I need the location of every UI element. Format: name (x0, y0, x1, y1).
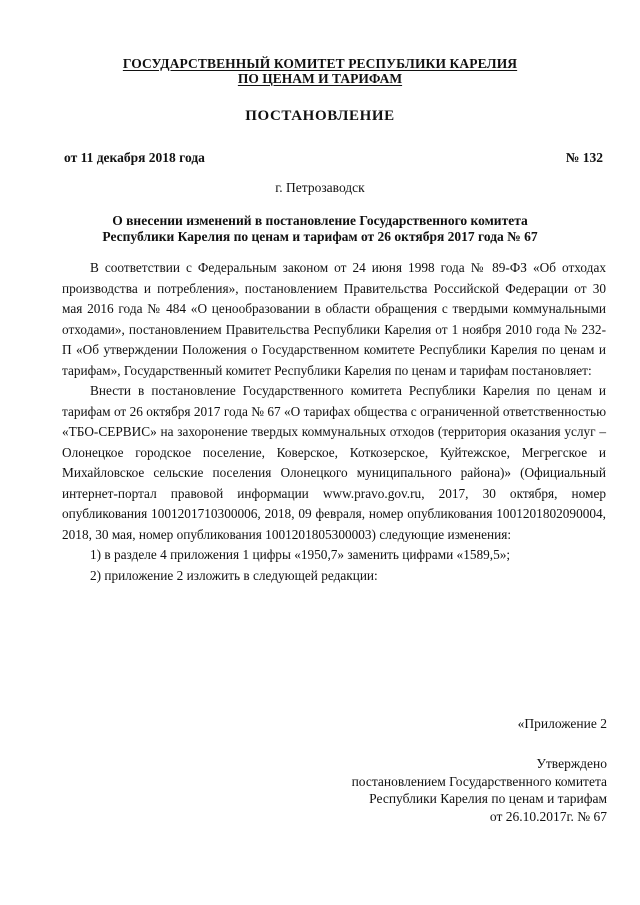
issuer-title: ГОСУДАРСТВЕННЫЙ КОМИТЕТ РЕСПУБЛИКИ КАРЕЛИЯ (122, 56, 518, 71)
issuer-subtitle: ПО ЦЕНАМ И ТАРИФАМ (237, 71, 403, 86)
subject-line-1: О внесении изменений в постановление Государственного комитета (112, 213, 528, 228)
appendix-label: «Приложение 2 (517, 716, 607, 731)
document-body (62, 258, 606, 586)
approval-line-2: Республики Карелия по ценам и тарифам (369, 791, 607, 806)
paragraph-preamble: В соответствии с Федеральным законом от 24 июня 1998 года № 89-ФЗ «Об отходах производства и потребления», постановлением Правительства Российской Федерации от 30 мая 2016 года № 484 «О ценообразовании в области обращения с твердыми коммунальными отходами», постановлением Правительства Республики Карелия от 1 ноября 2010 года № 232-П «Об утверждении Положения о Государственном комитете Республики Карелия по ценам и тарифам», Государственный комитет Республики Карелия по ценам и тарифам постановляет: (62, 260, 606, 378)
document-type: ПОСТАНОВЛЕНИЕ (245, 108, 395, 124)
document-number: № 132 (565, 150, 603, 165)
paragraph-item-1: 1) в разделе 4 приложения 1 цифры «1950,7» заменить цифрами «1589,5»; (90, 547, 511, 562)
approval-heading: Утверждено (536, 756, 607, 771)
approval-line-3: от 26.10.2017г. № 67 (489, 808, 607, 824)
document-city: г. Петрозаводск (275, 180, 365, 195)
subject-line-2: Республики Карелия по ценам и тарифам от 26 октября 2017 года № 67 (102, 229, 538, 244)
paragraph-item-2: 2) приложение 2 изложить в следующей редакции: (90, 567, 378, 583)
document-subject (0, 213, 640, 245)
approval-block (352, 755, 607, 825)
paragraph-amendment: Внести в постановление Государственного комитета Республики Карелия по ценам и тарифам от 26 октября 2017 года № 67 «О тарифах общества с ограниченной ответственностью «ТБО-СЕРВИС» на захоронение твердых коммунальных отходов (территория оказания услуг – Олонецкое городское поселение, Коверское, Коткозерское, Куйтежское, Мегрегское и Михайловское сельские поселения Олонецкого муниципального района)» (Официальный интернет-портал правовой информации www.pravo.gov.ru, 2017, 30 октября, номер опубликования 1001201710300006, 2018, 09 февраля, номер опубликования 1001201802090004, 2018, 30 мая, номер опубликования 1001201805300003) следующие изменения: (62, 383, 606, 542)
document-date: от 11 декабря 2018 года (64, 150, 205, 165)
approval-line-1: постановлением Государственного комитета (351, 773, 607, 789)
